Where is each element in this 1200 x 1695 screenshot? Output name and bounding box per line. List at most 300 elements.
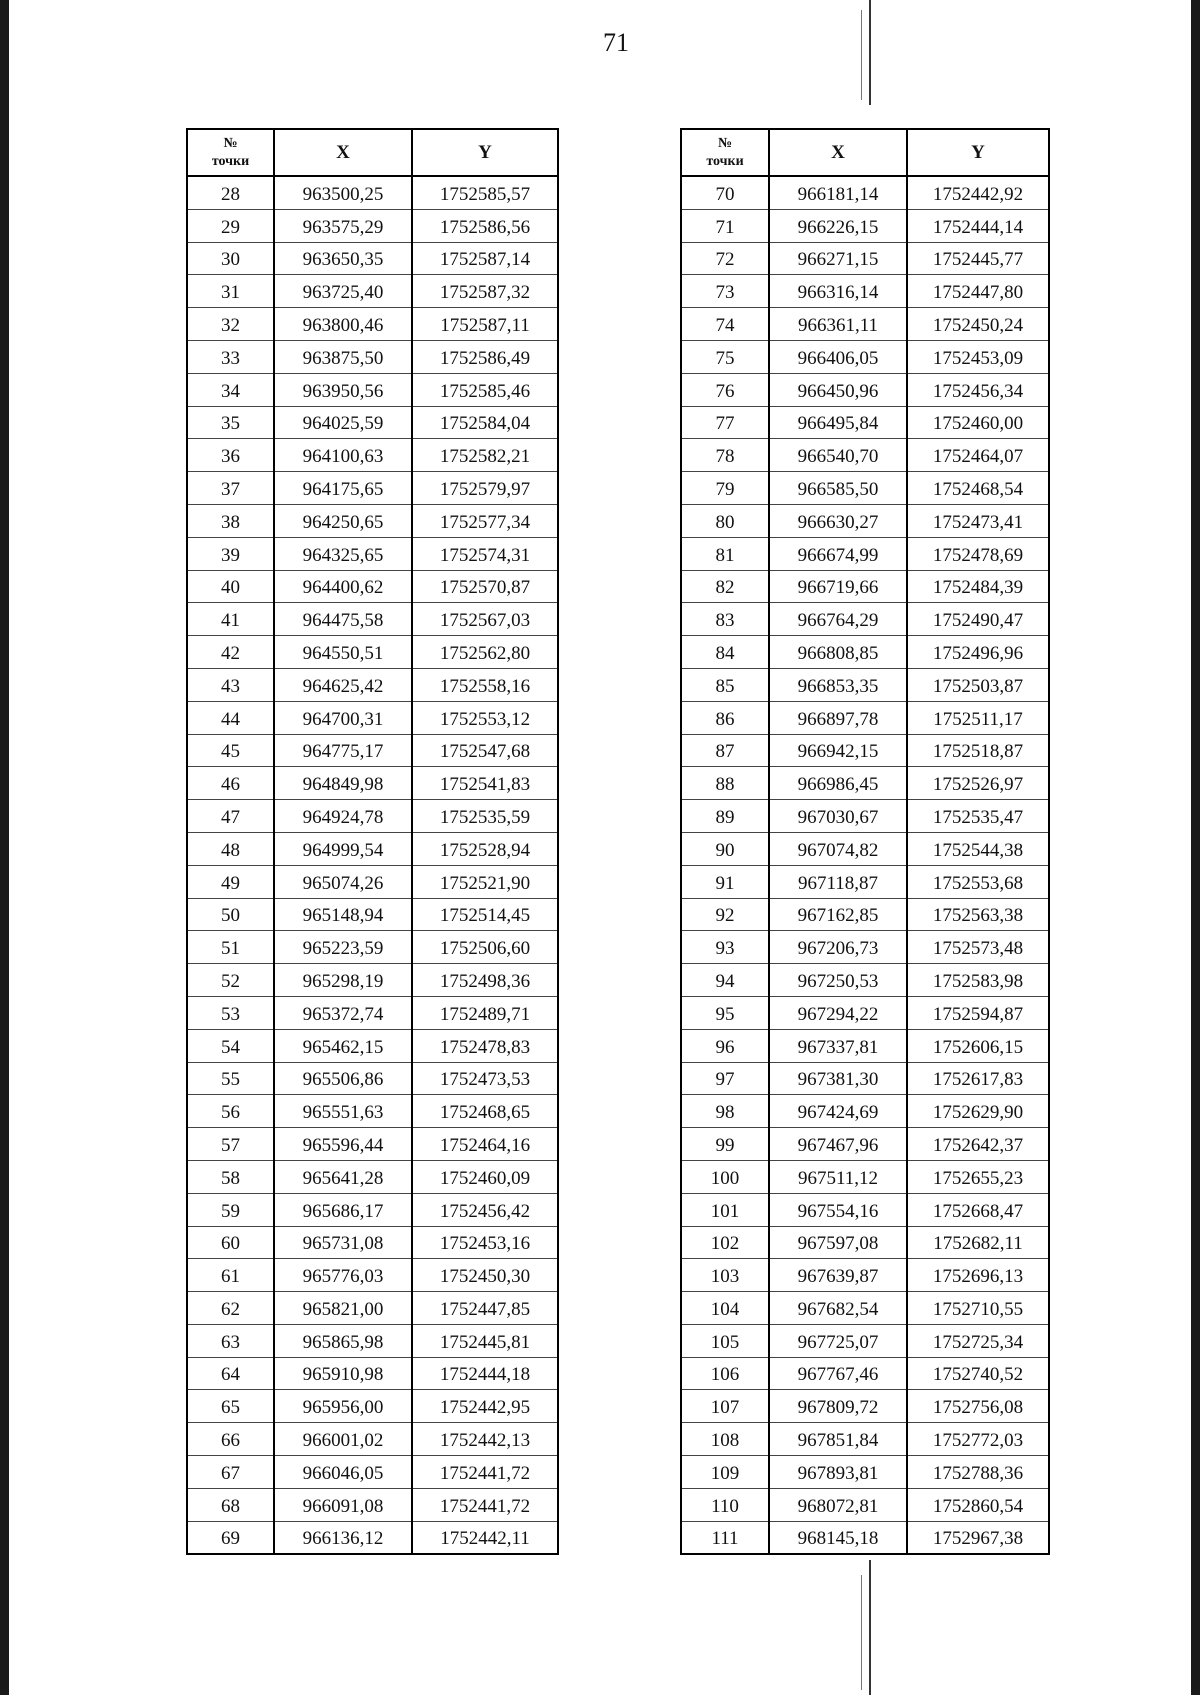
table-body-left	[187, 176, 558, 1554]
cell-point-number: 71	[681, 209, 769, 242]
header-point-symbol: №	[717, 135, 733, 151]
cell-y: 1752584,04	[412, 406, 558, 439]
table-row	[681, 1488, 1049, 1521]
cell-point-number: 81	[681, 537, 769, 570]
cell-y: 1752772,03	[907, 1423, 1049, 1456]
table-row	[681, 832, 1049, 865]
cell-point-number: 35	[187, 406, 274, 439]
table-row	[187, 931, 558, 964]
cell-x: 966091,08	[274, 1488, 412, 1521]
cell-y: 1752563,38	[907, 898, 1049, 931]
cell-y: 1752447,85	[412, 1292, 558, 1325]
table-row	[187, 832, 558, 865]
cell-point-number: 83	[681, 603, 769, 636]
cell-point-number: 64	[187, 1357, 274, 1390]
cell-x: 964849,98	[274, 767, 412, 800]
cell-y: 1752456,42	[412, 1193, 558, 1226]
cell-x: 966406,05	[769, 340, 907, 373]
table-row	[681, 1226, 1049, 1259]
cell-point-number: 48	[187, 832, 274, 865]
cell-x: 964475,58	[274, 603, 412, 636]
cell-x: 963950,56	[274, 373, 412, 406]
table-row	[187, 668, 558, 701]
table-row	[681, 472, 1049, 505]
cell-y: 1752447,80	[907, 275, 1049, 308]
cell-x: 964325,65	[274, 537, 412, 570]
scan-left-edge	[0, 0, 9, 1695]
cell-y: 1752442,13	[412, 1423, 558, 1456]
cell-point-number: 72	[681, 242, 769, 275]
cell-x: 964700,31	[274, 701, 412, 734]
cell-x: 965148,94	[274, 898, 412, 931]
cell-point-number: 56	[187, 1095, 274, 1128]
table-row	[681, 308, 1049, 341]
table-row	[681, 800, 1049, 833]
cell-point-number: 85	[681, 668, 769, 701]
cell-x: 964400,62	[274, 570, 412, 603]
cell-y: 1752464,07	[907, 439, 1049, 472]
header-point-word: точки	[211, 153, 250, 169]
coordinates-table-right	[680, 128, 1050, 1555]
cell-point-number: 93	[681, 931, 769, 964]
header-y: Y	[907, 129, 1049, 176]
table-row	[187, 570, 558, 603]
cell-point-number: 88	[681, 767, 769, 800]
table-row	[187, 308, 558, 341]
cell-x: 966046,05	[274, 1456, 412, 1489]
table-body-right	[681, 176, 1049, 1554]
cell-x: 964100,63	[274, 439, 412, 472]
cell-x: 966719,66	[769, 570, 907, 603]
cell-y: 1752573,48	[907, 931, 1049, 964]
cell-x: 964924,78	[274, 800, 412, 833]
cell-x: 966181,14	[769, 176, 907, 209]
table-row	[187, 373, 558, 406]
cell-x: 965298,19	[274, 964, 412, 997]
cell-x: 966495,84	[769, 406, 907, 439]
cell-x: 967162,85	[769, 898, 907, 931]
cell-y: 1752444,18	[412, 1357, 558, 1390]
cell-point-number: 92	[681, 898, 769, 931]
cell-y: 1752535,59	[412, 800, 558, 833]
binding-line-bottom-thin	[861, 1575, 862, 1690]
cell-x: 967809,72	[769, 1390, 907, 1423]
cell-point-number: 75	[681, 340, 769, 373]
cell-point-number: 66	[187, 1423, 274, 1456]
table-row	[681, 964, 1049, 997]
cell-point-number: 109	[681, 1456, 769, 1489]
cell-x: 967206,73	[769, 931, 907, 964]
cell-point-number: 39	[187, 537, 274, 570]
table-row	[187, 1062, 558, 1095]
cell-y: 1752518,87	[907, 734, 1049, 767]
cell-point-number: 41	[187, 603, 274, 636]
cell-point-number: 78	[681, 439, 769, 472]
cell-point-number: 84	[681, 636, 769, 669]
header-y: Y	[412, 129, 558, 176]
table-row	[681, 570, 1049, 603]
table-row	[187, 1390, 558, 1423]
cell-y: 1752594,87	[907, 996, 1049, 1029]
cell-point-number: 57	[187, 1128, 274, 1161]
cell-y: 1752468,65	[412, 1095, 558, 1128]
cell-point-number: 87	[681, 734, 769, 767]
table-row	[681, 537, 1049, 570]
table-row	[681, 1456, 1049, 1489]
cell-y: 1752496,96	[907, 636, 1049, 669]
cell-y: 1752441,72	[412, 1488, 558, 1521]
cell-point-number: 62	[187, 1292, 274, 1325]
cell-x: 965372,74	[274, 996, 412, 1029]
cell-y: 1752484,39	[907, 570, 1049, 603]
cell-y: 1752725,34	[907, 1324, 1049, 1357]
cell-x: 964999,54	[274, 832, 412, 865]
cell-x: 965776,03	[274, 1259, 412, 1292]
cell-x: 963875,50	[274, 340, 412, 373]
cell-point-number: 36	[187, 439, 274, 472]
table-row	[681, 439, 1049, 472]
cell-y: 1752860,54	[907, 1488, 1049, 1521]
header-x: X	[769, 129, 907, 176]
cell-x: 967074,82	[769, 832, 907, 865]
cell-point-number: 95	[681, 996, 769, 1029]
cell-x: 966226,15	[769, 209, 907, 242]
table-row	[681, 1128, 1049, 1161]
cell-point-number: 91	[681, 865, 769, 898]
cell-point-number: 33	[187, 340, 274, 373]
table-row	[187, 406, 558, 439]
table-row	[681, 373, 1049, 406]
cell-point-number: 104	[681, 1292, 769, 1325]
cell-y: 1752682,11	[907, 1226, 1049, 1259]
table-row	[681, 209, 1049, 242]
cell-x: 966316,14	[769, 275, 907, 308]
cell-point-number: 94	[681, 964, 769, 997]
cell-y: 1752450,24	[907, 308, 1049, 341]
cell-y: 1752460,00	[907, 406, 1049, 439]
cell-point-number: 55	[187, 1062, 274, 1095]
table-row	[187, 1292, 558, 1325]
cell-x: 967424,69	[769, 1095, 907, 1128]
cell-x: 967893,81	[769, 1456, 907, 1489]
table-row	[681, 898, 1049, 931]
cell-point-number: 34	[187, 373, 274, 406]
cell-y: 1752478,69	[907, 537, 1049, 570]
cell-x: 966853,35	[769, 668, 907, 701]
cell-y: 1752498,36	[412, 964, 558, 997]
cell-point-number: 99	[681, 1128, 769, 1161]
cell-y: 1752696,13	[907, 1259, 1049, 1292]
table-row	[187, 800, 558, 833]
cell-point-number: 89	[681, 800, 769, 833]
cell-x: 967725,07	[769, 1324, 907, 1357]
table-row	[187, 1357, 558, 1390]
cell-x: 966361,11	[769, 308, 907, 341]
cell-y: 1752489,71	[412, 996, 558, 1029]
cell-y: 1752585,46	[412, 373, 558, 406]
cell-point-number: 82	[681, 570, 769, 603]
cell-y: 1752473,41	[907, 504, 1049, 537]
cell-point-number: 90	[681, 832, 769, 865]
cell-point-number: 110	[681, 1488, 769, 1521]
cell-point-number: 101	[681, 1193, 769, 1226]
cell-y: 1752570,87	[412, 570, 558, 603]
cell-x: 966942,15	[769, 734, 907, 767]
cell-x: 967682,54	[769, 1292, 907, 1325]
cell-y: 1752558,16	[412, 668, 558, 701]
table-row	[187, 1029, 558, 1062]
table-row	[681, 865, 1049, 898]
cell-point-number: 49	[187, 865, 274, 898]
cell-y: 1752587,11	[412, 308, 558, 341]
cell-x: 965641,28	[274, 1160, 412, 1193]
cell-y: 1752464,16	[412, 1128, 558, 1161]
cell-y: 1752617,83	[907, 1062, 1049, 1095]
table-row	[681, 176, 1049, 209]
cell-x: 967118,87	[769, 865, 907, 898]
cell-point-number: 98	[681, 1095, 769, 1128]
cell-y: 1752526,97	[907, 767, 1049, 800]
cell-x: 966585,50	[769, 472, 907, 505]
cell-y: 1752442,92	[907, 176, 1049, 209]
cell-y: 1752606,15	[907, 1029, 1049, 1062]
table-row	[681, 701, 1049, 734]
table-row	[187, 636, 558, 669]
cell-point-number: 100	[681, 1160, 769, 1193]
cell-x: 964025,59	[274, 406, 412, 439]
table-row	[187, 439, 558, 472]
table-row	[187, 767, 558, 800]
table-row	[681, 636, 1049, 669]
cell-x: 966808,85	[769, 636, 907, 669]
cell-y: 1752788,36	[907, 1456, 1049, 1489]
cell-point-number: 51	[187, 931, 274, 964]
cell-x: 963575,29	[274, 209, 412, 242]
cell-point-number: 65	[187, 1390, 274, 1423]
table-row	[681, 1160, 1049, 1193]
cell-y: 1752642,37	[907, 1128, 1049, 1161]
cell-y: 1752450,30	[412, 1259, 558, 1292]
cell-point-number: 40	[187, 570, 274, 603]
table-row	[187, 242, 558, 275]
cell-x: 963650,35	[274, 242, 412, 275]
cell-y: 1752511,17	[907, 701, 1049, 734]
table-row	[681, 1095, 1049, 1128]
cell-x: 966001,02	[274, 1423, 412, 1456]
cell-y: 1752574,31	[412, 537, 558, 570]
coordinates-table-left	[186, 128, 559, 1555]
table-row	[187, 537, 558, 570]
table-row	[681, 1259, 1049, 1292]
cell-y: 1752577,34	[412, 504, 558, 537]
table-row	[681, 668, 1049, 701]
cell-y: 1752553,68	[907, 865, 1049, 898]
table-row	[187, 1259, 558, 1292]
table-row	[681, 1390, 1049, 1423]
cell-x: 967511,12	[769, 1160, 907, 1193]
cell-x: 966450,96	[769, 373, 907, 406]
cell-x: 965596,44	[274, 1128, 412, 1161]
table-row	[681, 1521, 1049, 1554]
table-row	[681, 996, 1049, 1029]
cell-y: 1752445,81	[412, 1324, 558, 1357]
cell-x: 964550,51	[274, 636, 412, 669]
cell-point-number: 32	[187, 308, 274, 341]
table-row	[187, 209, 558, 242]
table-row	[681, 1423, 1049, 1456]
table-row	[681, 406, 1049, 439]
cell-x: 963500,25	[274, 176, 412, 209]
cell-point-number: 76	[681, 373, 769, 406]
cell-y: 1752586,49	[412, 340, 558, 373]
cell-x: 966540,70	[769, 439, 907, 472]
page-number: 71	[603, 28, 629, 57]
table-row	[681, 1062, 1049, 1095]
cell-x: 965551,63	[274, 1095, 412, 1128]
cell-x: 968145,18	[769, 1521, 907, 1554]
cell-x: 964775,17	[274, 734, 412, 767]
table-header-row	[681, 129, 1049, 176]
cell-x: 963800,46	[274, 308, 412, 341]
table-row	[187, 1456, 558, 1489]
cell-y: 1752453,16	[412, 1226, 558, 1259]
cell-point-number: 61	[187, 1259, 274, 1292]
cell-point-number: 63	[187, 1324, 274, 1357]
table-row	[187, 603, 558, 636]
cell-point-number: 31	[187, 275, 274, 308]
cell-point-number: 108	[681, 1423, 769, 1456]
table-row	[681, 504, 1049, 537]
cell-y: 1752585,57	[412, 176, 558, 209]
cell-y: 1752562,80	[412, 636, 558, 669]
table-row	[681, 242, 1049, 275]
cell-x: 965462,15	[274, 1029, 412, 1062]
cell-y: 1752506,60	[412, 931, 558, 964]
cell-y: 1752490,47	[907, 603, 1049, 636]
cell-point-number: 73	[681, 275, 769, 308]
cell-x: 967294,22	[769, 996, 907, 1029]
cell-point-number: 79	[681, 472, 769, 505]
cell-point-number: 97	[681, 1062, 769, 1095]
cell-y: 1752456,34	[907, 373, 1049, 406]
cell-point-number: 50	[187, 898, 274, 931]
table-row	[187, 1423, 558, 1456]
cell-point-number: 28	[187, 176, 274, 209]
table-row	[187, 865, 558, 898]
table-row	[187, 504, 558, 537]
table-row	[681, 1292, 1049, 1325]
cell-point-number: 106	[681, 1357, 769, 1390]
cell-x: 966897,78	[769, 701, 907, 734]
table-row	[681, 275, 1049, 308]
cell-y: 1752460,09	[412, 1160, 558, 1193]
table-row	[681, 1029, 1049, 1062]
cell-x: 966986,45	[769, 767, 907, 800]
header-point-number	[681, 129, 769, 176]
cell-y: 1752756,08	[907, 1390, 1049, 1423]
cell-y: 1752655,23	[907, 1160, 1049, 1193]
scan-right-edge	[1191, 0, 1200, 1695]
cell-x: 965686,17	[274, 1193, 412, 1226]
table-row	[187, 996, 558, 1029]
table-row	[187, 1193, 558, 1226]
cell-y: 1752579,97	[412, 472, 558, 505]
cell-point-number: 52	[187, 964, 274, 997]
cell-point-number: 45	[187, 734, 274, 767]
cell-y: 1752967,38	[907, 1521, 1049, 1554]
cell-y: 1752514,45	[412, 898, 558, 931]
cell-y: 1752503,87	[907, 668, 1049, 701]
header-point-number	[187, 129, 274, 176]
cell-y: 1752587,14	[412, 242, 558, 275]
table-row	[681, 603, 1049, 636]
cell-point-number: 111	[681, 1521, 769, 1554]
cell-x: 966136,12	[274, 1521, 412, 1554]
cell-y: 1752441,72	[412, 1456, 558, 1489]
cell-point-number: 53	[187, 996, 274, 1029]
table-row	[187, 701, 558, 734]
cell-point-number: 42	[187, 636, 274, 669]
cell-point-number: 59	[187, 1193, 274, 1226]
table-row	[187, 734, 558, 767]
table-row	[187, 1488, 558, 1521]
table-row	[187, 176, 558, 209]
cell-x: 966630,27	[769, 504, 907, 537]
cell-point-number: 96	[681, 1029, 769, 1062]
cell-y: 1752444,14	[907, 209, 1049, 242]
cell-point-number: 74	[681, 308, 769, 341]
cell-y: 1752442,95	[412, 1390, 558, 1423]
table-row	[681, 1324, 1049, 1357]
cell-x: 967381,30	[769, 1062, 907, 1095]
cell-x: 965506,86	[274, 1062, 412, 1095]
cell-x: 967337,81	[769, 1029, 907, 1062]
cell-y: 1752468,54	[907, 472, 1049, 505]
cell-x: 967250,53	[769, 964, 907, 997]
cell-y: 1752583,98	[907, 964, 1049, 997]
cell-y: 1752453,09	[907, 340, 1049, 373]
cell-x: 965821,00	[274, 1292, 412, 1325]
cell-point-number: 105	[681, 1324, 769, 1357]
cell-point-number: 54	[187, 1029, 274, 1062]
cell-y: 1752442,11	[412, 1521, 558, 1554]
cell-point-number: 47	[187, 800, 274, 833]
cell-point-number: 69	[187, 1521, 274, 1554]
cell-point-number: 102	[681, 1226, 769, 1259]
cell-x: 966674,99	[769, 537, 907, 570]
cell-y: 1752553,12	[412, 701, 558, 734]
cell-point-number: 103	[681, 1259, 769, 1292]
table-row	[681, 767, 1049, 800]
cell-y: 1752567,03	[412, 603, 558, 636]
cell-y: 1752629,90	[907, 1095, 1049, 1128]
cell-x: 967597,08	[769, 1226, 907, 1259]
cell-x: 968072,81	[769, 1488, 907, 1521]
table-row	[681, 734, 1049, 767]
cell-point-number: 46	[187, 767, 274, 800]
cell-point-number: 38	[187, 504, 274, 537]
cell-x: 964175,65	[274, 472, 412, 505]
cell-point-number: 29	[187, 209, 274, 242]
cell-point-number: 30	[187, 242, 274, 275]
cell-point-number: 68	[187, 1488, 274, 1521]
cell-x: 965865,98	[274, 1324, 412, 1357]
cell-point-number: 77	[681, 406, 769, 439]
table-row	[187, 1095, 558, 1128]
cell-point-number: 37	[187, 472, 274, 505]
cell-point-number: 43	[187, 668, 274, 701]
table-row	[187, 472, 558, 505]
